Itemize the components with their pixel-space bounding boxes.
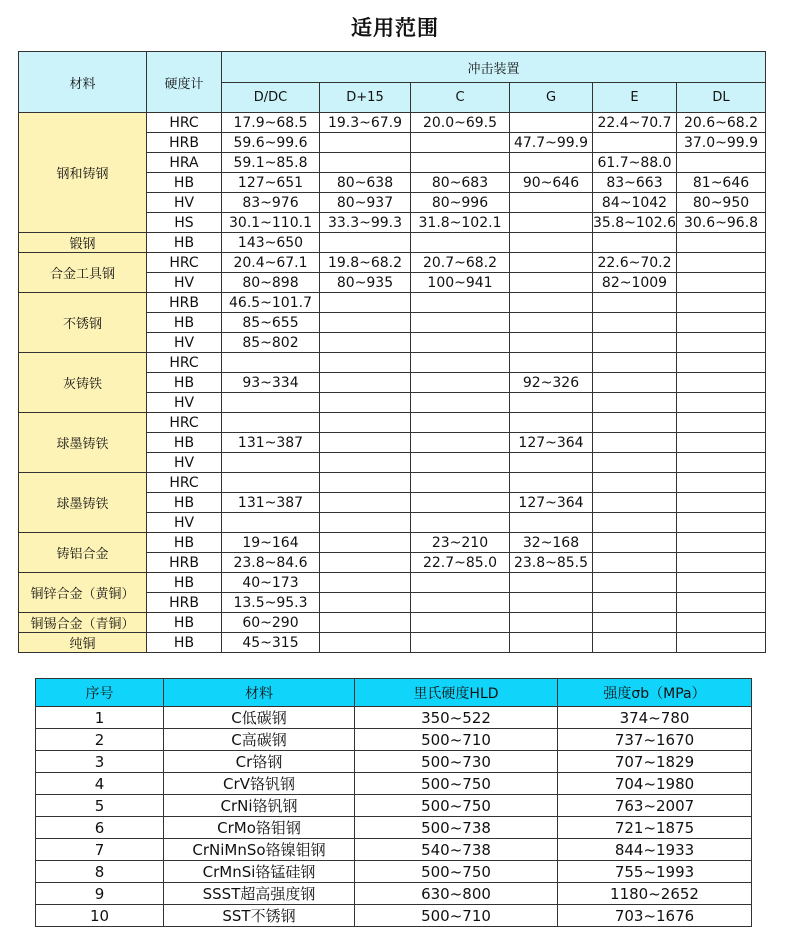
scale-cell: HRB <box>147 593 222 613</box>
device-header: DL <box>677 83 766 113</box>
value-cell <box>510 313 593 333</box>
value-cell <box>411 353 510 373</box>
value-cell: 46.5~101.7 <box>222 293 320 313</box>
value-cell <box>411 593 510 613</box>
value-cell <box>677 353 766 373</box>
table-cell: CrNiMnSo铬镍钼钢 <box>164 839 355 861</box>
value-cell: 85~802 <box>222 333 320 353</box>
value-cell <box>411 633 510 653</box>
value-cell <box>222 393 320 413</box>
table-row <box>19 253 766 273</box>
value-cell <box>411 613 510 633</box>
value-cell <box>593 513 677 533</box>
value-cell <box>411 413 510 433</box>
scale-cell: HRC <box>147 113 222 133</box>
value-cell: 80~935 <box>320 273 411 293</box>
material-header: 材料 <box>19 52 147 113</box>
value-cell: 127~651 <box>222 173 320 193</box>
value-cell <box>411 453 510 473</box>
value-cell: 23~210 <box>411 533 510 553</box>
table-row <box>36 729 752 751</box>
value-cell: 31.8~102.1 <box>411 213 510 233</box>
value-cell: 81~646 <box>677 173 766 193</box>
table-cell: 374~780 <box>558 707 752 729</box>
value-cell <box>320 153 411 173</box>
table-cell: 755~1993 <box>558 861 752 883</box>
value-cell <box>593 553 677 573</box>
value-cell: 143~650 <box>222 233 320 253</box>
table-cell: 1180~2652 <box>558 883 752 905</box>
table-row <box>19 413 766 433</box>
table-row <box>19 573 766 593</box>
value-cell <box>411 513 510 533</box>
value-cell <box>411 233 510 253</box>
table-cell: 763~2007 <box>558 795 752 817</box>
table-cell: 630~800 <box>355 883 558 905</box>
value-cell <box>222 513 320 533</box>
table-cell: 5 <box>36 795 164 817</box>
table-cell: Cr铬钢 <box>164 751 355 773</box>
value-cell <box>510 453 593 473</box>
scale-cell: HV <box>147 453 222 473</box>
table-cell: 4 <box>36 773 164 795</box>
table-cell: 500~750 <box>355 861 558 883</box>
table-cell: CrV铬钒钢 <box>164 773 355 795</box>
value-cell <box>677 333 766 353</box>
value-cell <box>677 633 766 653</box>
value-cell <box>320 513 411 533</box>
value-cell <box>510 513 593 533</box>
strength-conversion-table <box>35 678 752 927</box>
value-cell <box>677 613 766 633</box>
value-cell <box>510 233 593 253</box>
table-row <box>36 707 752 729</box>
value-cell <box>677 313 766 333</box>
table-cell: 500~738 <box>355 817 558 839</box>
table-row <box>19 633 766 653</box>
value-cell <box>411 293 510 313</box>
table-row <box>36 861 752 883</box>
value-cell <box>593 593 677 613</box>
scale-cell: HV <box>147 193 222 213</box>
value-cell: 45~315 <box>222 633 320 653</box>
value-cell: 92~326 <box>510 373 593 393</box>
table-row <box>19 473 766 493</box>
table-row <box>36 883 752 905</box>
value-cell <box>677 273 766 293</box>
value-cell: 22.6~70.2 <box>593 253 677 273</box>
value-cell: 20.7~68.2 <box>411 253 510 273</box>
value-cell: 22.7~85.0 <box>411 553 510 573</box>
value-cell <box>677 593 766 613</box>
value-cell <box>411 433 510 453</box>
table-row <box>19 533 766 553</box>
value-cell <box>510 353 593 373</box>
column-header: 序号 <box>36 679 164 707</box>
scale-cell: HB <box>147 533 222 553</box>
value-cell <box>320 233 411 253</box>
value-cell: 22.4~70.7 <box>593 113 677 133</box>
table-cell: 500~750 <box>355 773 558 795</box>
scale-cell: HRC <box>147 473 222 493</box>
value-cell <box>677 153 766 173</box>
scale-cell: HRC <box>147 353 222 373</box>
value-cell <box>510 413 593 433</box>
value-cell: 131~387 <box>222 493 320 513</box>
value-cell <box>593 573 677 593</box>
value-cell: 131~387 <box>222 433 320 453</box>
scale-cell: HV <box>147 273 222 293</box>
table-cell: C高碳钢 <box>164 729 355 751</box>
value-cell <box>222 473 320 493</box>
value-cell: 20.4~67.1 <box>222 253 320 273</box>
value-cell <box>320 453 411 473</box>
scale-cell: HB <box>147 173 222 193</box>
value-cell <box>320 293 411 313</box>
value-cell <box>411 373 510 393</box>
value-cell <box>320 373 411 393</box>
value-cell: 83~976 <box>222 193 320 213</box>
value-cell <box>677 573 766 593</box>
value-cell: 37.0~99.9 <box>677 133 766 153</box>
scale-cell: HB <box>147 613 222 633</box>
device-header: C <box>411 83 510 113</box>
value-cell <box>510 213 593 233</box>
table-row <box>19 613 766 633</box>
table-row <box>36 905 752 927</box>
table-cell: 9 <box>36 883 164 905</box>
value-cell <box>677 453 766 473</box>
value-cell <box>320 133 411 153</box>
scale-cell: HV <box>147 333 222 353</box>
scale-cell: HB <box>147 493 222 513</box>
scale-cell: HB <box>147 633 222 653</box>
value-cell <box>510 473 593 493</box>
table-cell: CrNi铬钒钢 <box>164 795 355 817</box>
scale-cell: HB <box>147 233 222 253</box>
material-cell: 铜锌合金（黄铜） <box>19 573 147 613</box>
table-cell: 500~710 <box>355 905 558 927</box>
value-cell <box>411 393 510 413</box>
column-header: 里氏硬度HLD <box>355 679 558 707</box>
value-cell: 80~898 <box>222 273 320 293</box>
value-cell <box>411 133 510 153</box>
value-cell <box>593 533 677 553</box>
value-cell <box>411 153 510 173</box>
value-cell: 61.7~88.0 <box>593 153 677 173</box>
value-cell: 32~168 <box>510 533 593 553</box>
value-cell: 20.6~68.2 <box>677 113 766 133</box>
value-cell <box>320 613 411 633</box>
device-header: D/DC <box>222 83 320 113</box>
value-cell: 84~1042 <box>593 193 677 213</box>
material-cell: 灰铸铁 <box>19 353 147 413</box>
value-cell <box>411 493 510 513</box>
table-cell: 7 <box>36 839 164 861</box>
table-cell: 500~750 <box>355 795 558 817</box>
value-cell: 85~655 <box>222 313 320 333</box>
table-cell: 8 <box>36 861 164 883</box>
value-cell <box>677 533 766 553</box>
value-cell <box>320 533 411 553</box>
table-cell: 704~1980 <box>558 773 752 795</box>
value-cell <box>677 253 766 273</box>
value-cell <box>510 113 593 133</box>
scale-cell: HRC <box>147 413 222 433</box>
value-cell <box>320 353 411 373</box>
value-cell: 30.1~110.1 <box>222 213 320 233</box>
table-row <box>36 817 752 839</box>
value-cell <box>510 293 593 313</box>
value-cell <box>593 353 677 373</box>
table-row <box>36 839 752 861</box>
value-cell <box>593 293 677 313</box>
value-cell <box>677 393 766 413</box>
scale-cell: HRB <box>147 293 222 313</box>
value-cell <box>593 433 677 453</box>
value-cell: 127~364 <box>510 493 593 513</box>
value-cell <box>320 493 411 513</box>
value-cell: 80~996 <box>411 193 510 213</box>
scale-cell: HS <box>147 213 222 233</box>
tester-header: 硬度计 <box>147 52 222 113</box>
device-header: G <box>510 83 593 113</box>
value-cell <box>510 153 593 173</box>
table-cell: 1 <box>36 707 164 729</box>
value-cell <box>320 573 411 593</box>
scale-cell: HB <box>147 313 222 333</box>
value-cell <box>320 473 411 493</box>
table-cell: 707~1829 <box>558 751 752 773</box>
scale-cell: HB <box>147 433 222 453</box>
value-cell: 17.9~68.5 <box>222 113 320 133</box>
column-header: 强度σb（MPa） <box>558 679 752 707</box>
table-cell: C低碳钢 <box>164 707 355 729</box>
value-cell: 59.6~99.6 <box>222 133 320 153</box>
table-cell: SST不锈钢 <box>164 905 355 927</box>
value-cell <box>411 313 510 333</box>
column-header: 材料 <box>164 679 355 707</box>
value-cell: 82~1009 <box>593 273 677 293</box>
table-cell: CrMo铬钼钢 <box>164 817 355 839</box>
table-row <box>36 751 752 773</box>
value-cell <box>677 413 766 433</box>
value-cell: 19.3~67.9 <box>320 113 411 133</box>
value-cell: 100~941 <box>411 273 510 293</box>
value-cell <box>510 573 593 593</box>
material-cell: 锻钢 <box>19 233 147 253</box>
scale-cell: HRA <box>147 153 222 173</box>
value-cell <box>677 493 766 513</box>
value-cell <box>593 473 677 493</box>
value-cell: 80~683 <box>411 173 510 193</box>
scale-cell: HV <box>147 393 222 413</box>
table-cell: 350~522 <box>355 707 558 729</box>
material-cell: 纯铜 <box>19 633 147 653</box>
value-cell: 33.3~99.3 <box>320 213 411 233</box>
value-cell <box>222 453 320 473</box>
table-cell: 500~730 <box>355 751 558 773</box>
table-row <box>19 233 766 253</box>
device-header: E <box>593 83 677 113</box>
header-row <box>19 52 766 83</box>
scale-cell: HRC <box>147 253 222 273</box>
table-cell: CrMnSi铬锰硅钢 <box>164 861 355 883</box>
scale-cell: HV <box>147 513 222 533</box>
value-cell <box>510 193 593 213</box>
material-cell: 合金工具钢 <box>19 253 147 293</box>
value-cell <box>222 353 320 373</box>
value-cell <box>593 233 677 253</box>
value-cell <box>222 413 320 433</box>
value-cell <box>510 593 593 613</box>
value-cell <box>593 373 677 393</box>
table-cell: SSST超高强度钢 <box>164 883 355 905</box>
value-cell: 80~638 <box>320 173 411 193</box>
value-cell <box>320 553 411 573</box>
material-cell: 球墨铸铁 <box>19 473 147 533</box>
value-cell <box>593 413 677 433</box>
material-cell: 铜锡合金（青铜） <box>19 613 147 633</box>
table-row <box>19 353 766 373</box>
value-cell <box>593 333 677 353</box>
value-cell <box>593 633 677 653</box>
value-cell: 30.6~96.8 <box>677 213 766 233</box>
table-row <box>19 293 766 313</box>
material-cell: 球墨铸铁 <box>19 413 147 473</box>
value-cell <box>320 413 411 433</box>
value-cell <box>593 613 677 633</box>
value-cell <box>320 393 411 413</box>
value-cell <box>677 293 766 313</box>
value-cell: 59.1~85.8 <box>222 153 320 173</box>
value-cell: 83~663 <box>593 173 677 193</box>
value-cell <box>320 433 411 453</box>
scale-cell: HRB <box>147 133 222 153</box>
table-cell: 3 <box>36 751 164 773</box>
table-cell: 703~1676 <box>558 905 752 927</box>
value-cell <box>320 333 411 353</box>
impact-device-header: 冲击装置 <box>222 52 766 83</box>
value-cell: 13.5~95.3 <box>222 593 320 613</box>
value-cell: 23.8~85.5 <box>510 553 593 573</box>
value-cell <box>320 633 411 653</box>
value-cell <box>411 573 510 593</box>
value-cell <box>677 473 766 493</box>
table-cell: 6 <box>36 817 164 839</box>
value-cell <box>510 633 593 653</box>
value-cell: 23.8~84.6 <box>222 553 320 573</box>
value-cell <box>411 333 510 353</box>
value-cell <box>677 233 766 253</box>
value-cell <box>593 133 677 153</box>
value-cell: 80~950 <box>677 193 766 213</box>
value-cell: 90~646 <box>510 173 593 193</box>
value-cell <box>593 453 677 473</box>
value-cell <box>510 333 593 353</box>
value-cell: 19.8~68.2 <box>320 253 411 273</box>
table-cell: 844~1933 <box>558 839 752 861</box>
scale-cell: HB <box>147 373 222 393</box>
value-cell <box>593 313 677 333</box>
material-cell: 铸铝合金 <box>19 533 147 573</box>
value-cell: 19~164 <box>222 533 320 553</box>
value-cell <box>677 513 766 533</box>
value-cell <box>320 593 411 613</box>
value-cell: 60~290 <box>222 613 320 633</box>
value-cell: 127~364 <box>510 433 593 453</box>
table-row <box>19 113 766 133</box>
material-cell: 不锈钢 <box>19 293 147 353</box>
value-cell: 20.0~69.5 <box>411 113 510 133</box>
value-cell: 35.8~102.6 <box>593 214 676 231</box>
value-cell <box>677 373 766 393</box>
page-title: 适用范围 <box>351 16 439 40</box>
value-cell <box>320 313 411 333</box>
table-cell: 721~1875 <box>558 817 752 839</box>
hardness-range-table <box>18 51 766 653</box>
value-cell <box>510 273 593 293</box>
scale-cell: HRB <box>147 553 222 573</box>
value-cell <box>593 393 677 413</box>
material-cell: 钢和铸钢 <box>19 113 147 233</box>
table-cell: 10 <box>36 905 164 927</box>
value-cell <box>510 393 593 413</box>
scale-cell: HB <box>147 573 222 593</box>
value-cell: 47.7~99.9 <box>510 133 593 153</box>
table-cell: 540~738 <box>355 839 558 861</box>
device-header: D+15 <box>320 83 411 113</box>
value-cell <box>510 613 593 633</box>
value-cell <box>593 493 677 513</box>
value-cell: 93~334 <box>222 373 320 393</box>
value-cell <box>677 553 766 573</box>
value-cell <box>411 473 510 493</box>
table-row <box>36 773 752 795</box>
value-cell: 80~937 <box>320 193 411 213</box>
value-cell: 40~173 <box>222 573 320 593</box>
value-cell <box>677 433 766 453</box>
table-row <box>36 795 752 817</box>
table-cell: 2 <box>36 729 164 751</box>
table-cell: 500~710 <box>355 729 558 751</box>
value-cell <box>510 253 593 273</box>
table-cell: 737~1670 <box>558 729 752 751</box>
